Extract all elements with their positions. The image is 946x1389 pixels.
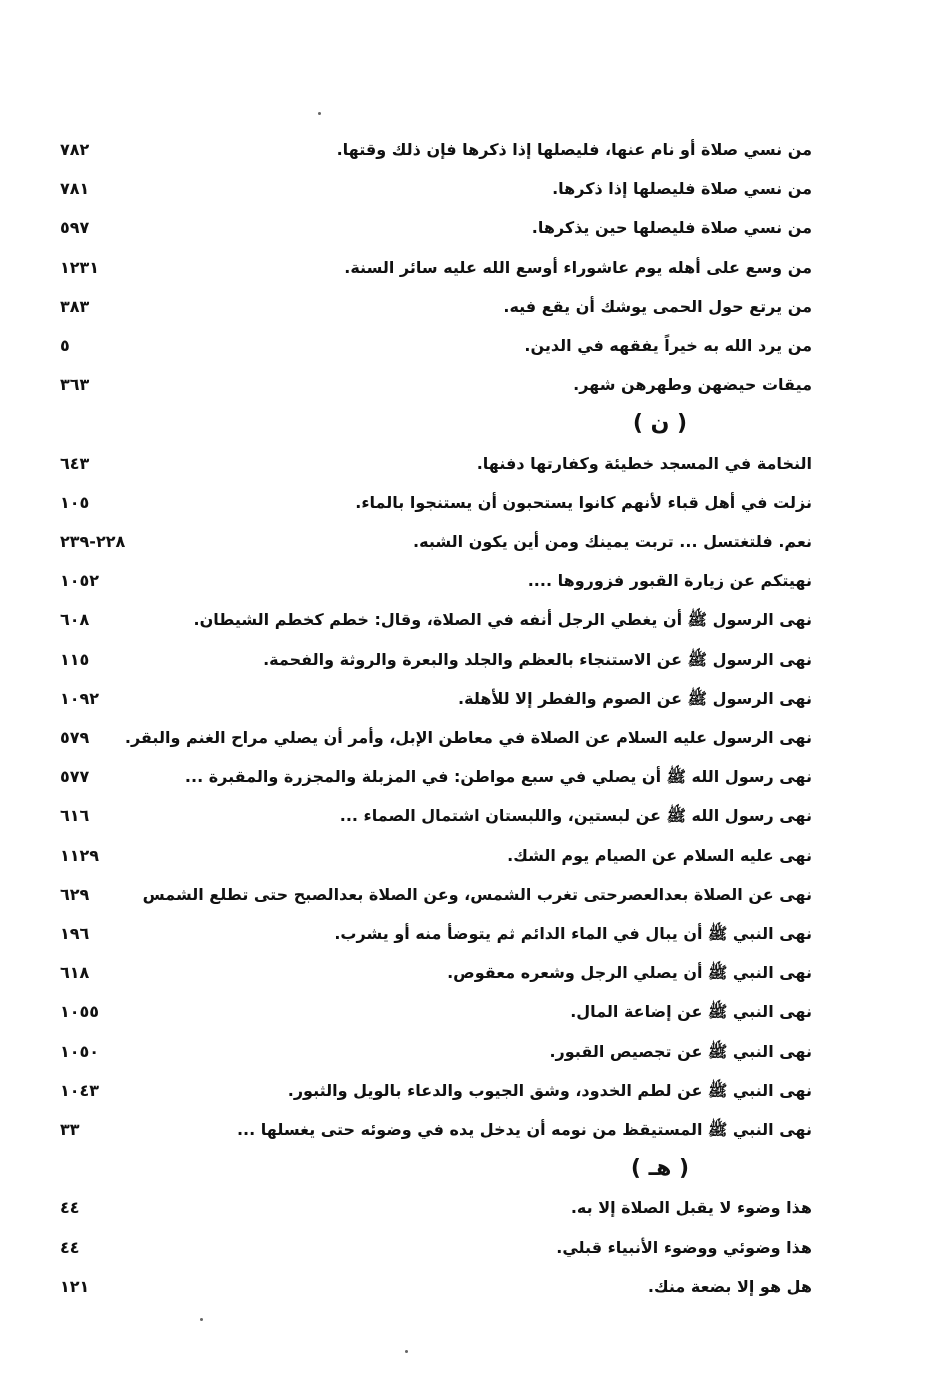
entry-page-number: ٢٢٨-٢٣٩ <box>60 532 126 551</box>
entry-page-number: ٤٤ <box>60 1198 80 1217</box>
entry-text: هذا وضوئي ووضوء الأنبياء قبلي. <box>556 1238 812 1257</box>
entry-page-number: ١٠٥٥ <box>60 1002 100 1021</box>
index-entry <box>60 449 812 479</box>
entry-text: نزلت في أهل قباء لأنهم كانوا يستحبون أن يستنجوا بالماء. <box>355 493 812 512</box>
entry-text: هذا وضوء لا يقبل الصلاة إلا به. <box>570 1198 812 1217</box>
entry-text: نهى النبي ﷺ عن إضاعة المال. <box>570 1002 812 1021</box>
scan-speck <box>405 1350 408 1353</box>
entry-page-number: ١٠٥٠ <box>60 1042 100 1061</box>
entry-page-number: ٧٨١ <box>60 179 90 198</box>
index-entry <box>60 174 812 204</box>
entry-text: نهى النبي ﷺ أن يبال في الماء الدائم ثم يتوضأ منه أو يشرب. <box>334 924 812 943</box>
entry-text: نهى الرسول عليه السلام عن الصلاة في معاطن الإبل، وأمر أن يصلي مراح الغنم والبقر. <box>124 728 812 747</box>
index-entry <box>60 841 812 871</box>
scan-speck <box>200 1318 203 1321</box>
index-entry <box>60 488 812 518</box>
entry-page-number: ٦١٨ <box>60 963 90 982</box>
index-entry <box>60 880 812 910</box>
entry-text: من نسي صلاة فليصلها إذا ذكرها. <box>552 179 812 198</box>
entry-page-number: ٥٧٧ <box>60 767 90 786</box>
index-entry <box>60 253 812 283</box>
index-entry <box>60 1115 812 1145</box>
entry-text: نهى عن الصلاة بعدالعصرحتى تغرب الشمس، وعن الصلاة بعدالصبح حتى تطلع الشمس <box>142 885 812 904</box>
entry-page-number: ١٠٥٢ <box>60 571 100 590</box>
index-entry <box>60 1272 812 1302</box>
index-entry <box>60 292 812 322</box>
entry-text: نهى رسول الله ﷺ أن يصلي في سبع مواطن: في المزبلة والمجزرة والمقبرة ... <box>184 767 812 786</box>
index-entry <box>60 958 812 988</box>
entry-text: من وسع على أهله يوم عاشوراء أوسع الله عليه سائر السنة. <box>344 258 812 277</box>
letter-section-heading: ( ن ) <box>632 411 688 436</box>
scan-speck <box>318 112 321 115</box>
index-entry <box>60 370 812 400</box>
entry-page-number: ٥ <box>60 336 70 355</box>
entry-text: نهى الرسول ﷺ عن الصوم والفطر إلا للأهلة. <box>458 689 812 708</box>
entry-page-number: ١٢١ <box>60 1277 90 1296</box>
entry-text: من نسي صلاة فليصلها حين يذكرها. <box>531 218 812 237</box>
entry-page-number: ٦١٦ <box>60 806 90 825</box>
entry-text: نهى الرسول ﷺ أن يغطي الرجل أنفه في الصلاة، وقال: خطم كخطم الشيطان. <box>193 610 812 629</box>
entry-text: نهى النبي ﷺ عن تجصيص القبور. <box>549 1042 812 1061</box>
index-entry <box>60 997 812 1027</box>
index-entry <box>60 605 812 635</box>
index-entry <box>60 135 812 165</box>
entry-text: نهى النبي ﷺ المستيقظ من نومه أن يدخل يده في وضوئه حتى يغسلها ... <box>236 1120 812 1139</box>
index-entry <box>60 1233 812 1263</box>
index-entry <box>60 527 812 557</box>
entry-page-number: ٦٠٨ <box>60 610 90 629</box>
index-entry <box>60 684 812 714</box>
index-entry <box>60 723 812 753</box>
entry-text: نهى النبي ﷺ عن لطم الخدود، وشق الجيوب والدعاء بالويل والثبور. <box>287 1081 812 1100</box>
entry-page-number: ١١٢٩ <box>60 846 100 865</box>
entry-text: النخامة في المسجد خطيئة وكفارتها دفنها. <box>476 454 812 473</box>
entry-page-number: ١٢٣١ <box>60 258 100 277</box>
entry-page-number: ٣٣ <box>60 1120 80 1139</box>
index-entry <box>60 645 812 675</box>
entry-text: نهى الرسول ﷺ عن الاستنجاء بالعظم والجلد والبعرة والروثة والفحمة. <box>263 650 812 669</box>
index-entry <box>60 762 812 792</box>
entry-text: نهى عليه السلام عن الصيام يوم الشك. <box>507 846 812 865</box>
entry-text: نهى النبي ﷺ أن يصلي الرجل وشعره معقوص. <box>447 963 812 982</box>
index-entry <box>60 919 812 949</box>
entry-text: من نسي صلاة أو نام عنها، فليصلها إذا ذكرها فإن ذلك وقتها. <box>336 140 812 159</box>
entry-page-number: ١٠٥ <box>60 493 90 512</box>
entry-page-number: ١٠٩٢ <box>60 689 100 708</box>
entry-page-number: ٣٦٣ <box>60 375 90 394</box>
entry-text: نهى رسول الله ﷺ عن لبستين، واللبستان اشتمال الصماء ... <box>339 806 812 825</box>
entry-page-number: ٧٨٢ <box>60 140 90 159</box>
index-entry <box>60 1076 812 1106</box>
index-entry <box>60 1037 812 1067</box>
entry-page-number: ٣٨٣ <box>60 297 90 316</box>
index-entry <box>60 331 812 361</box>
entry-text: نهيتكم عن زيارة القبور فزوروها .... <box>527 571 812 590</box>
entry-page-number: ٤٤ <box>60 1238 80 1257</box>
entry-page-number: ٥٩٧ <box>60 218 90 237</box>
entry-text: نعم. فلتغتسل ... تربت يمينك ومن أين يكون الشبه. <box>413 532 812 551</box>
entry-text: هل هو إلا بضعة منك. <box>647 1277 812 1296</box>
entry-text: من يرد الله به خيراً يفقهه في الدين. <box>524 336 812 355</box>
entry-page-number: ١٠٤٣ <box>60 1081 100 1100</box>
index-entry <box>60 801 812 831</box>
entry-text: من يرتع حول الحمى يوشك أن يقع فيه. <box>503 297 812 316</box>
entry-page-number: ٦٤٣ <box>60 454 90 473</box>
index-entry <box>60 1193 812 1223</box>
entry-page-number: ٦٢٩ <box>60 885 90 904</box>
index-entry <box>60 566 812 596</box>
entry-page-number: ١١٥ <box>60 650 90 669</box>
index-entry <box>60 213 812 243</box>
entry-page-number: ٥٧٩ <box>60 728 90 747</box>
entry-text: ميقات حيضهن وطهرهن شهر. <box>573 375 812 394</box>
entry-page-number: ١٩٦ <box>60 924 90 943</box>
letter-section-heading: ( هـ ) <box>630 1156 690 1181</box>
